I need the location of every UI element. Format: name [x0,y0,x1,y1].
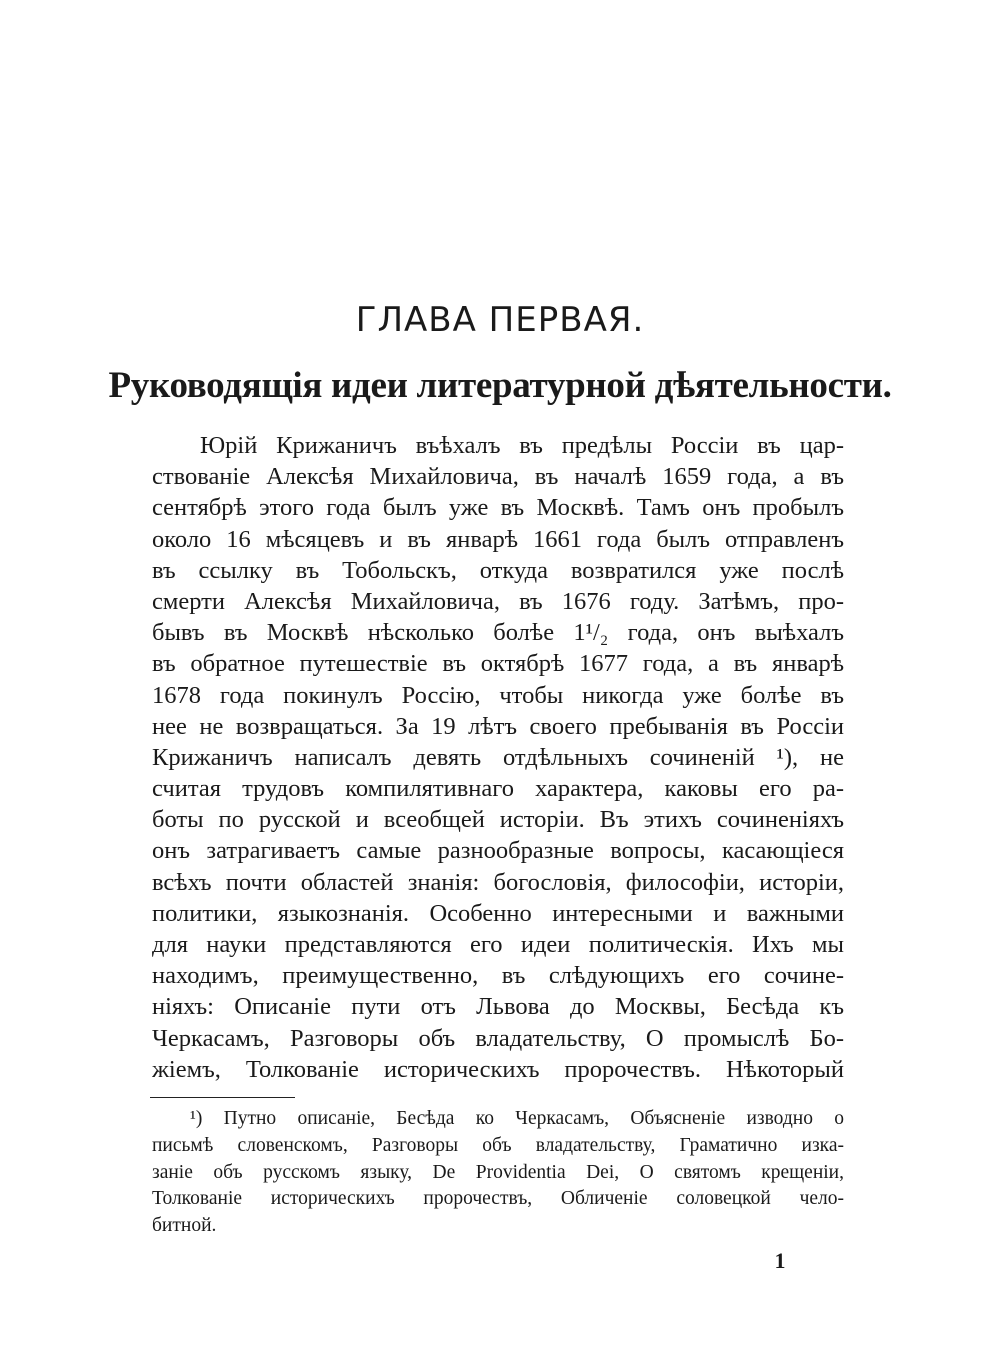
body-line: въ обратное путешествіе въ октябрѣ 1677 года, а въ январѣ [152,650,844,678]
footnote-line: ¹) Путно описаніе, Бесѣда ко Черкасамъ, Объясненіе изводно о [190,1108,844,1129]
body-line: Крижаничъ написалъ девять отдѣльныхъ сочиненій ¹), не [152,743,844,771]
body-line: всѣхъ почти областей знанія: богословія, философіи, исторіи, [152,868,844,896]
footnote-line: заніе объ русскомъ языку, De Providentia Dei, О святомъ крещеніи, [152,1161,844,1183]
body-line: ствованіе Алексѣя Михайловича, въ началѣ 1659 года, а въ [152,463,844,491]
body-line: находимъ, преимущественно, въ слѣдующихъ его сочине- [152,962,844,990]
footnote-line: Толкованіе историческихъ пророчествъ, Обличеніе соловецкой чело- [152,1188,844,1210]
body-line: около 16 мѣсяцевъ и въ январѣ 1661 года былъ отправленъ [152,525,844,553]
footnote-line: письмѣ словенскомъ, Разговоры объ владательству, Граматично изка- [152,1134,844,1156]
body-line: въ ссылку въ Тобольскъ, откуда возвратился уже послѣ [152,556,844,584]
body-line: нее не возвращаться. За 19 лѣтъ своего пребыванія въ Россіи [152,712,844,740]
body-line: для науки представляются его идеи политическія. Ихъ мы [152,931,844,958]
body-line: сентябрѣ этого года былъ уже въ Москвѣ. Тамъ онъ пробылъ [152,494,844,522]
body-line: ніяхъ: Описаніе пути отъ Львова до Москвы, Бесѣда къ [152,993,844,1021]
body-line: Черкасамъ, Разговоры объ владательству, О промыслѣ Бо- [152,1024,844,1052]
body-line: смерти Алексѣя Михайловича, въ 1676 году. Затѣмъ, про- [152,587,844,615]
page-number: 1 [774,1248,786,1273]
section-title: Руководящія идеи литературной дѣятельности. [108,365,892,406]
body-line: онъ затрагиваетъ самые разнообразные вопросы, касающіеся [152,837,844,865]
body-line: 1678 года покинулъ Россію, чтобы никогда уже болѣе въ [152,681,844,709]
chapter-title: ГЛАВА ПЕРВАЯ. [355,300,645,340]
body-line: политики, языкознанія. Особенно интересными и важными [152,899,844,927]
body-line: бывъ въ Москвѣ нѣсколько болѣе 1¹/₂ года, онъ выѣхалъ [152,619,844,647]
body-line: боты по русской и всеобщей исторіи. Въ этихъ сочиненіяхъ [152,806,844,834]
footnote-divider [150,1097,295,1098]
body-line: считая трудовъ компилятивнаго характера, каковы его ра- [152,775,844,803]
footnote-line: битной. [152,1215,217,1237]
body-line: Юрій Крижаничъ въѣхалъ въ предѣлы Россіи въ цар- [200,432,844,459]
body-text [152,430,844,1085]
footnote [152,1106,844,1240]
body-line: жіемъ, Толкованіе историческихъ пророчествъ. Нѣкоторый [152,1055,844,1083]
